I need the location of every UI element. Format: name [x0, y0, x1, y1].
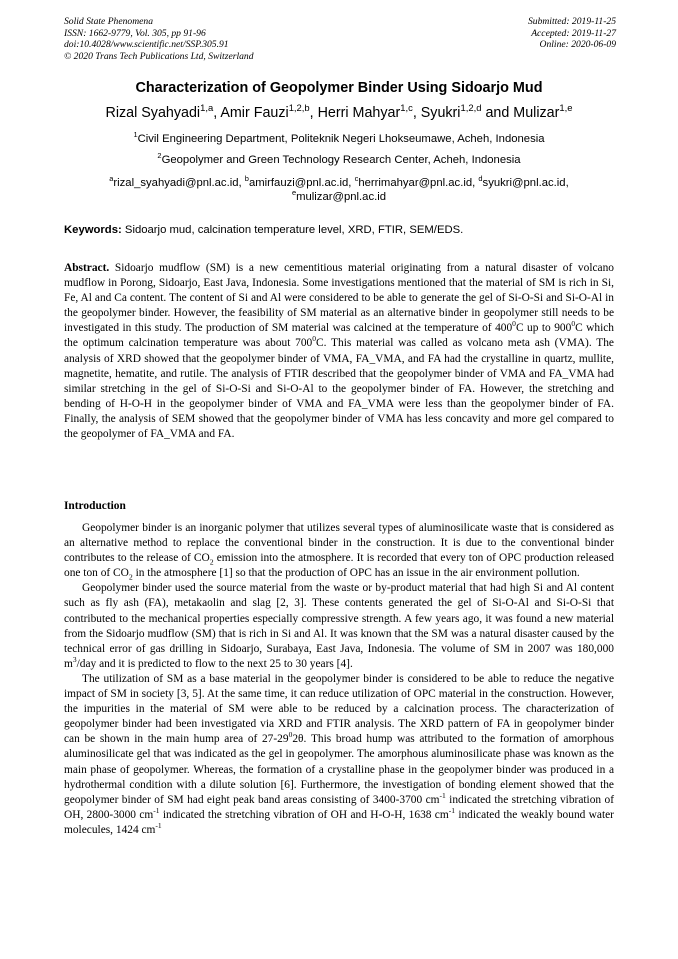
email: mulizar@pnl.ac.id — [296, 191, 387, 204]
author-marker: 1,2,b — [288, 101, 310, 113]
journal-name: Solid State Phenomena — [64, 16, 153, 27]
paper-title: Characterization of Geopolymer Binder Using Sidoarjo Mud — [135, 80, 543, 96]
author-marker: 1,c — [400, 101, 413, 113]
author-separator: , — [309, 105, 318, 121]
intro-text: indicated the stretching vibration of OH and H-O-H, 1638 cm — [159, 808, 449, 821]
author-marker: 1,2,d — [460, 101, 482, 113]
email: herrimahyar@pnl.ac.id, — [358, 177, 479, 189]
superscript: 3 — [72, 654, 77, 664]
accepted-date: Accepted: 2019-11-27 — [531, 27, 616, 39]
author-marker: 1,a — [200, 101, 214, 113]
author-separator: , — [412, 105, 421, 121]
doi: doi:10.4028/www.scientific.net/SSP.305.91 — [64, 39, 229, 51]
abstract-text: C which the optimum calcination temperature was about 700 — [64, 322, 614, 350]
intro-paragraph-3 — [64, 672, 614, 838]
degree-mark: 0 — [512, 319, 516, 329]
introduction-body — [64, 521, 614, 838]
email: amirfauzi@pnl.ac.id, — [248, 177, 355, 189]
intro-text: indicated the stretching vibration of OH, 2800-3000 cm — [64, 793, 614, 821]
author-separator: , — [213, 105, 221, 121]
subscript: 2 — [128, 572, 133, 582]
submitted-date: Submitted: 2019-11-25 — [527, 16, 616, 27]
online-date: Online: 2020-06-09 — [539, 39, 616, 51]
email: rizal_syahyadi@pnl.ac.id, — [113, 177, 245, 189]
intro-text: The utilization of SM as a base material in the geopolymer binder is considered to be able to reduce the negative impact of SM in society [3, 5]. At the same time, it can reduce utilization of OPC material in the construction. However, the impurities in the material of SM were able to be reduced by a calcination process. The characterization of geopolymer binder had been investigated via XRD and FTIR analysis. The XRD pattern of FA in geopolymer binder can be shown in the main hump area of 27-29 — [64, 672, 614, 746]
intro-text: Geopolymer binder used the source material from the waste or by-product material that had high Si and Al content such as fly ash (FA), metakaolin and slag [2, 3]. These contents generated the gel of Si-O-Al and Si-O-Si that contributed to the mechanical properties especially compressive strength. A few years ago, it was found a new material from the Sidoarjo mudflow (SM) that is rich in Si and Al. It was known that the SM was a natural disaster caused by the technical error of gas drilling in Sidoarjo, Surabaya, East Java, Indonesia. The volume of SM in 2007 was 180,000 m — [64, 582, 614, 670]
issn: ISSN: 1662-9779, Vol. 305, pp 91-96 — [64, 27, 206, 39]
abstract — [64, 261, 614, 442]
email-marker: a — [109, 173, 114, 183]
superscript: -1 — [155, 820, 162, 830]
journal-header-right — [528, 16, 616, 51]
affiliation-text: Civil Engineering Department, Politeknik Negeri Lhokseumawe, Acheh, Indonesia — [137, 133, 545, 145]
abstract-text: C. This material was called as volcano meta ash (VMA). The analysis of XRD showed that the geopolymer binder of VMA, FA_VMA, and FA had the crystalline in quartz, mullite, magnetite, hematite, and rutile. The analysis of FTIR described that the geopolymer binder of VMA and FA_VMA had similar stretching in the gel of Si-O-Si and Si-O-Al to the geopolymer binder of FA. However, the stretching and bending of H-O-H in the geopolymer binder of VMA and FA_VMA were less than the geopolymer binder of FA. Finally, the analysis of SEM showed that the geopolymer binder of VMA has less concavity and more gel compared to the geopolymer of FA_VMA and FA. — [64, 337, 614, 441]
degree-mark: 0 — [571, 319, 576, 329]
subscript: 2 — [209, 557, 214, 567]
degree-mark: 0 — [312, 334, 317, 344]
email-marker: d — [478, 173, 483, 183]
intro-text: in the atmosphere [1] so that the production of OPC has an issue in the air environment pollution. — [132, 567, 580, 580]
copyright: © 2020 Trans Tech Publications Ltd, Switzerland — [64, 50, 254, 62]
intro-text: 2θ. This broad hump was attributed to the formation of amorphous aluminosilicate gel that was indicated as the gel in geopolymer. The amorphous aluminosilicate phase was known as the main phase of geopolymer. Whereas, the formation of a crystalline phase in the geopolymer binder was produced in a hydrothermal condition with a dilute solution [6]. Furthermore, the investigation of bonding element showed that the geopolymer binder of SM had eight peak band areas consisting of 3400-3700 cm — [64, 733, 614, 806]
keywords-label: Keywords: — [64, 224, 122, 236]
intro-text: Geopolymer binder is an inorganic polymer that utilizes several types of aluminosilicate waste that is considered as an alternative method to replace the conventional binder in the construction. It is due to the conventional binder contributes to the release of CO — [64, 522, 614, 565]
intro-text: /day and it is predicted to flow to the next 25 to 30 years [4]. — [76, 657, 353, 670]
abstract-text: Sidoarjo mudflow (SM) is a new cementitious material originating from a natural disaster of volcano mudflow in Porong, Sidoarjo, East Java, Indonesia. Some investigations mentioned that the material of SM is rich in Si, Fe, Al and Ca content. The content of Si and Al were considered to be able to generate the gel of Si-O-Si and Si-O-Al in the geopolymer binder. However, the feasibility of SM material as an alternative binder in geopolymer still needs to be investigated in this study. The production of SM material was calcined at the temperature of 400 — [64, 262, 614, 335]
author-separator: and — [481, 105, 514, 121]
superscript: -1 — [153, 805, 160, 815]
author-name: Herri Mahyar — [317, 105, 401, 121]
keywords-text: Sidoarjo mud, calcination temperature level, XRD, FTIR, SEM/EDS. — [121, 224, 464, 236]
affiliation-1 — [0, 129, 678, 145]
author-name: Syukri — [420, 105, 461, 121]
author-emails — [60, 173, 618, 205]
affiliation-marker: 1 — [133, 129, 138, 139]
email-marker: e — [291, 188, 297, 198]
intro-paragraph-2 — [64, 581, 614, 672]
superscript: 0 — [288, 730, 293, 740]
affiliation-text: Geopolymer and Green Technology Research Center, Acheh, Indonesia — [161, 154, 521, 166]
email: syukri@pnl.ac.id, — [482, 177, 569, 189]
affiliation-2 — [0, 150, 678, 166]
section-heading-introduction: Introduction — [64, 500, 126, 512]
superscript: -1 — [439, 790, 446, 800]
journal-header-left — [64, 16, 254, 62]
affiliation-marker: 2 — [157, 150, 162, 160]
abstract-text: C up to 900 — [515, 322, 572, 335]
intro-text: indicated the weakly bound water molecules, 1424 cm — [64, 808, 614, 836]
abstract-label: Abstract. — [64, 262, 110, 274]
email-marker: c — [354, 173, 359, 183]
author-name: Amir Fauzi — [220, 105, 289, 121]
intro-text: emission into the atmosphere. It is recorded that every ton of OPC production released one ton of CO — [64, 552, 614, 580]
keywords — [64, 224, 463, 236]
author-name: Mulizar — [513, 105, 560, 121]
author-list — [0, 101, 678, 121]
email-marker: b — [244, 173, 249, 183]
superscript: -1 — [448, 805, 455, 815]
author-marker: 1,e — [559, 101, 573, 113]
author-name: Rizal Syahyadi — [105, 105, 201, 121]
intro-paragraph-1 — [64, 521, 614, 581]
